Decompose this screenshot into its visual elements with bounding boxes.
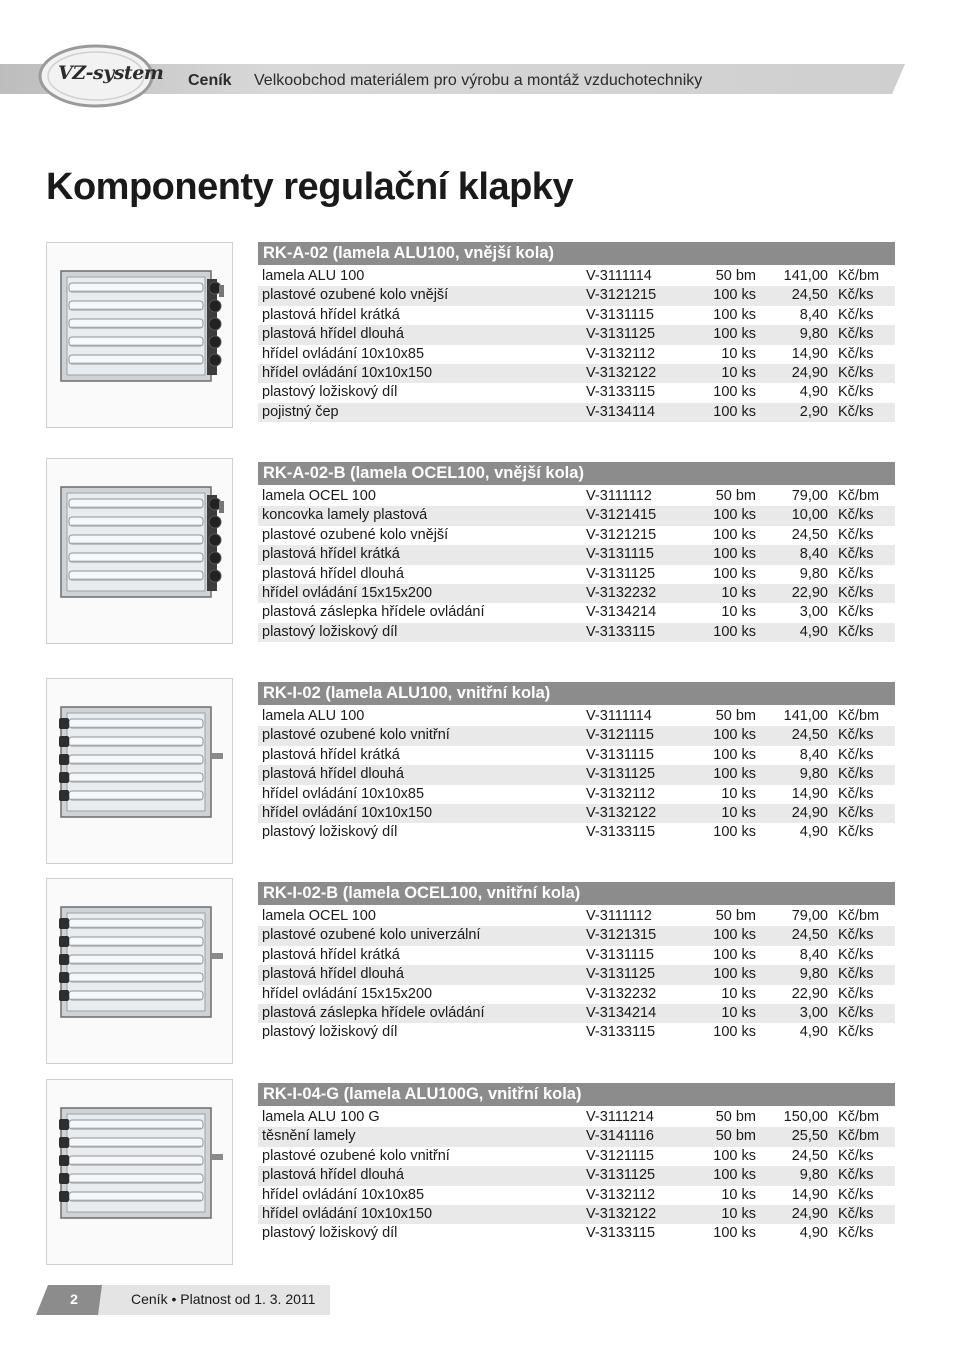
part-price: 24,50 — [791, 287, 828, 304]
part-name: lamela ALU 100 G — [262, 1109, 380, 1125]
damper-photo — [46, 242, 233, 428]
part-unit: Kč/ks — [838, 985, 874, 1002]
part-code: V-3121215 — [586, 526, 657, 543]
table-row — [258, 603, 895, 622]
section-title: RK-A-02-B (lamela OCEL100, vnější kola) — [258, 462, 895, 485]
part-name: lamela OCEL 100 — [262, 488, 376, 504]
part-name: plastová hřídel dlouhá — [262, 1167, 404, 1184]
table-row — [258, 345, 895, 364]
part-price: 150,00 — [783, 1109, 828, 1125]
part-name: hřídel ovládání 10x10x150 — [262, 1205, 433, 1222]
part-code: V-3133115 — [586, 623, 656, 640]
part-quantity: 100 ks — [713, 946, 756, 963]
part-unit: Kč/ks — [838, 403, 874, 420]
part-name: hřídel ovládání 15x15x200 — [262, 584, 433, 601]
table-row — [258, 286, 895, 305]
part-unit: Kč/ks — [838, 623, 874, 640]
table-row — [258, 1186, 895, 1205]
part-unit: Kč/bm — [838, 1128, 880, 1145]
part-quantity: 100 ks — [713, 507, 756, 524]
table-row — [258, 1127, 895, 1146]
part-unit: Kč/ks — [838, 584, 874, 601]
part-unit: Kč/ks — [838, 1147, 874, 1164]
part-name: plastová hřídel krátká — [262, 746, 400, 763]
part-price: 3,00 — [799, 604, 828, 621]
damper-illustration-icon — [47, 459, 232, 643]
part-name: plastová hřídel krátká — [262, 546, 400, 563]
part-quantity: 100 ks — [713, 403, 756, 420]
part-code: V-3133115 — [586, 1225, 656, 1242]
part-unit: Kč/ks — [838, 384, 874, 401]
parts-table — [258, 1108, 895, 1244]
damper-illustration-icon — [47, 1080, 232, 1264]
table-row — [258, 584, 895, 603]
part-unit: Kč/ks — [838, 927, 874, 944]
table-row — [258, 965, 895, 984]
part-code: V-3131115 — [586, 746, 654, 763]
part-quantity: 100 ks — [713, 766, 756, 783]
part-name: plastové ozubené kolo vnější — [262, 287, 449, 304]
part-price: 141,00 — [783, 708, 828, 724]
part-price: 24,50 — [791, 927, 828, 944]
part-quantity: 10 ks — [721, 1205, 756, 1222]
part-name: plastový ložiskový díl — [262, 1225, 398, 1242]
part-name: plastové ozubené kolo vnitřní — [262, 727, 450, 744]
part-code: V-3131125 — [586, 1167, 656, 1184]
part-quantity: 10 ks — [721, 804, 756, 821]
part-unit: Kč/ks — [838, 966, 874, 983]
part-code: V-3132232 — [586, 584, 657, 601]
part-unit: Kč/ks — [838, 804, 874, 821]
part-price: 14,90 — [791, 345, 828, 362]
damper-illustration-icon — [47, 679, 232, 863]
part-code: V-3111114 — [586, 268, 652, 284]
part-name: plastové ozubené kolo vnější — [262, 526, 449, 543]
part-name: hřídel ovládání 15x15x200 — [262, 985, 433, 1002]
part-price: 8,40 — [799, 746, 828, 763]
parts-table — [258, 487, 895, 642]
part-price: 24,50 — [791, 526, 828, 543]
table-row — [258, 926, 895, 945]
part-quantity: 10 ks — [721, 364, 756, 381]
part-price: 9,80 — [799, 1167, 828, 1184]
part-quantity: 10 ks — [721, 1186, 756, 1203]
part-price: 14,90 — [791, 1186, 828, 1203]
part-price: 4,90 — [799, 384, 828, 401]
part-quantity: 50 bm — [715, 908, 756, 924]
part-unit: Kč/ks — [838, 1186, 874, 1203]
header-subtitle: Velkoobchod materiálem pro výrobu a montáž vzduchotechniky — [254, 72, 703, 89]
part-code: V-3131125 — [586, 766, 656, 783]
part-name: plastový ložiskový díl — [262, 1024, 398, 1041]
part-unit: Kč/ks — [838, 546, 874, 563]
table-row — [258, 306, 895, 325]
table-row — [258, 726, 895, 745]
part-unit: Kč/ks — [838, 946, 874, 963]
table-row — [258, 1108, 895, 1127]
table-row — [258, 946, 895, 965]
part-code: V-3111114 — [586, 708, 652, 724]
table-row — [258, 707, 895, 726]
table-row — [258, 907, 895, 926]
part-code: V-3132112 — [586, 1186, 656, 1203]
part-name: plastová záslepka hřídele ovládání — [262, 1004, 485, 1021]
part-code: V-3133115 — [586, 1024, 656, 1041]
part-unit: Kč/ks — [838, 364, 874, 381]
table-row — [258, 1023, 895, 1042]
part-name: pojistný čep — [262, 403, 339, 420]
part-quantity: 100 ks — [713, 1147, 756, 1164]
part-unit: Kč/ks — [838, 785, 874, 802]
part-code: V-3121115 — [586, 1147, 654, 1164]
table-row — [258, 267, 895, 286]
part-code: V-3132122 — [586, 1205, 657, 1222]
part-quantity: 100 ks — [713, 565, 756, 582]
part-price: 4,90 — [799, 1024, 828, 1041]
table-row — [258, 823, 895, 842]
part-price: 10,00 — [791, 507, 828, 524]
part-name: plastová záslepka hřídele ovládání — [262, 604, 485, 621]
part-unit: Kč/ks — [838, 526, 874, 543]
part-name: hřídel ovládání 10x10x85 — [262, 785, 425, 802]
part-unit: Kč/ks — [838, 507, 874, 524]
page-number: 2 — [70, 1291, 78, 1307]
part-code: V-3131125 — [586, 565, 656, 582]
part-code: V-3131115 — [586, 546, 654, 563]
section-title: RK-I-04-G (lamela ALU100G, vnitřní kola) — [258, 1083, 895, 1106]
part-quantity: 100 ks — [713, 306, 756, 323]
part-price: 8,40 — [799, 946, 828, 963]
part-name: plastová hřídel krátká — [262, 306, 400, 323]
part-code: V-3131125 — [586, 966, 656, 983]
header-title: Ceník — [188, 72, 232, 89]
part-quantity: 10 ks — [721, 985, 756, 1002]
part-unit: Kč/bm — [838, 708, 880, 724]
part-name: hřídel ovládání 10x10x150 — [262, 804, 433, 821]
part-unit: Kč/ks — [838, 565, 874, 582]
part-quantity: 100 ks — [713, 746, 756, 763]
part-name: plastová hřídel dlouhá — [262, 326, 404, 343]
part-unit: Kč/bm — [838, 488, 880, 504]
part-code: V-3132112 — [586, 785, 656, 802]
table-row — [258, 765, 895, 784]
part-price: 4,90 — [799, 824, 828, 841]
table-row — [258, 1147, 895, 1166]
part-quantity: 50 bm — [715, 708, 756, 724]
damper-photo — [46, 878, 233, 1064]
part-unit: Kč/ks — [838, 1225, 874, 1242]
table-row — [258, 1166, 895, 1185]
part-unit: Kč/bm — [838, 268, 880, 284]
part-unit: Kč/bm — [838, 1109, 880, 1125]
table-row — [258, 1004, 895, 1023]
part-code: V-3141116 — [586, 1128, 654, 1145]
part-price: 79,00 — [791, 908, 828, 924]
part-name: plastová hřídel dlouhá — [262, 565, 404, 582]
part-name: lamela ALU 100 — [262, 268, 365, 284]
part-code: V-3134114 — [586, 403, 656, 420]
part-unit: Kč/ks — [838, 1024, 874, 1041]
parts-table — [258, 267, 895, 422]
part-code: V-3131115 — [586, 946, 654, 963]
part-code: V-3132122 — [586, 364, 657, 381]
table-row — [258, 785, 895, 804]
table-row — [258, 506, 895, 525]
part-name: plastová hřídel dlouhá — [262, 966, 404, 983]
part-quantity: 50 bm — [715, 1128, 756, 1145]
damper-photo — [46, 458, 233, 644]
table-row — [258, 804, 895, 823]
part-quantity: 10 ks — [721, 1004, 756, 1021]
parts-table — [258, 707, 895, 843]
part-price: 8,40 — [799, 306, 828, 323]
part-price: 2,90 — [799, 403, 828, 420]
part-price: 24,50 — [791, 1147, 828, 1164]
part-unit: Kč/ks — [838, 604, 874, 621]
part-unit: Kč/ks — [838, 824, 874, 841]
part-quantity: 100 ks — [713, 623, 756, 640]
table-row — [258, 623, 895, 642]
table-row — [258, 325, 895, 344]
table-row — [258, 1224, 895, 1243]
table-row — [258, 364, 895, 383]
table-row — [258, 526, 895, 545]
part-code: V-3132122 — [586, 804, 657, 821]
part-quantity: 10 ks — [721, 785, 756, 802]
part-name: plastový ložiskový díl — [262, 623, 398, 640]
part-code: V-3132112 — [586, 345, 656, 362]
part-code: V-3133115 — [586, 824, 656, 841]
part-quantity: 100 ks — [713, 1024, 756, 1041]
part-quantity: 100 ks — [713, 966, 756, 983]
part-name: těsnění lamely — [262, 1128, 356, 1145]
part-unit: Kč/ks — [838, 287, 874, 304]
part-code: V-3121415 — [586, 507, 657, 524]
part-name: plastové ozubené kolo univerzální — [262, 927, 481, 944]
part-unit: Kč/ks — [838, 746, 874, 763]
part-unit: Kč/ks — [838, 306, 874, 323]
part-quantity: 100 ks — [713, 326, 756, 343]
part-code: V-3131115 — [586, 306, 654, 323]
part-price: 24,90 — [791, 364, 828, 381]
page-title: Komponenty regulační klapky — [46, 166, 574, 208]
part-price: 79,00 — [791, 488, 828, 504]
part-code: V-3134214 — [586, 1004, 657, 1021]
part-quantity: 10 ks — [721, 584, 756, 601]
part-code: V-3134214 — [586, 604, 657, 621]
part-price: 141,00 — [783, 268, 828, 284]
part-name: plastová hřídel dlouhá — [262, 766, 404, 783]
table-row — [258, 985, 895, 1004]
parts-table — [258, 907, 895, 1043]
part-quantity: 100 ks — [713, 546, 756, 563]
footer-text: Ceník • Platnost od 1. 3. 2011 — [131, 1291, 316, 1307]
part-quantity: 50 bm — [715, 268, 756, 284]
table-row — [258, 545, 895, 564]
damper-illustration-icon — [47, 879, 232, 1063]
part-price: 9,80 — [799, 326, 828, 343]
logo-text: VZ-system — [58, 62, 164, 84]
part-price: 9,80 — [799, 565, 828, 582]
table-row — [258, 487, 895, 506]
section-title: RK-I-02-B (lamela OCEL100, vnitřní kola) — [258, 882, 895, 905]
part-price: 8,40 — [799, 546, 828, 563]
part-price: 24,90 — [791, 804, 828, 821]
part-unit: Kč/ks — [838, 766, 874, 783]
part-price: 24,90 — [791, 1205, 828, 1222]
part-name: koncovka lamely plastová — [262, 507, 428, 524]
part-code: V-3111112 — [586, 908, 652, 924]
table-row — [258, 565, 895, 584]
part-unit: Kč/ks — [838, 727, 874, 744]
part-quantity: 100 ks — [713, 727, 756, 744]
table-row — [258, 746, 895, 765]
part-name: plastový ložiskový díl — [262, 384, 398, 401]
part-price: 22,90 — [791, 584, 828, 601]
section-title: RK-A-02 (lamela ALU100, vnější kola) — [258, 242, 895, 265]
part-name: hřídel ovládání 10x10x85 — [262, 345, 425, 362]
part-name: plastové ozubené kolo vnitřní — [262, 1147, 450, 1164]
part-price: 9,80 — [799, 966, 828, 983]
part-price: 4,90 — [799, 1225, 828, 1242]
part-quantity: 50 bm — [715, 1109, 756, 1125]
part-price: 4,90 — [799, 623, 828, 640]
part-unit: Kč/ks — [838, 326, 874, 343]
part-name: plastový ložiskový díl — [262, 824, 398, 841]
damper-photo — [46, 678, 233, 864]
part-quantity: 100 ks — [713, 1225, 756, 1242]
part-code: V-3121315 — [586, 927, 657, 944]
part-code: V-3121215 — [586, 287, 657, 304]
part-name: hřídel ovládání 10x10x85 — [262, 1186, 425, 1203]
part-price: 25,50 — [791, 1128, 828, 1145]
part-price: 22,90 — [791, 985, 828, 1002]
part-code: V-3132232 — [586, 985, 657, 1002]
part-code: V-3131125 — [586, 326, 656, 343]
part-code: V-3121115 — [586, 727, 654, 744]
section-title: RK-I-02 (lamela ALU100, vnitřní kola) — [258, 682, 895, 705]
part-quantity: 100 ks — [713, 824, 756, 841]
part-quantity: 10 ks — [721, 604, 756, 621]
part-unit: Kč/ks — [838, 345, 874, 362]
part-price: 24,50 — [791, 727, 828, 744]
part-name: plastová hřídel krátká — [262, 946, 400, 963]
part-unit: Kč/ks — [838, 1004, 874, 1021]
part-name: hřídel ovládání 10x10x150 — [262, 364, 433, 381]
part-code: V-3111112 — [586, 488, 652, 504]
table-row — [258, 403, 895, 422]
part-quantity: 50 bm — [715, 488, 756, 504]
damper-photo — [46, 1079, 233, 1265]
part-price: 9,80 — [799, 766, 828, 783]
part-quantity: 100 ks — [713, 526, 756, 543]
part-price: 14,90 — [791, 785, 828, 802]
part-code: V-3111214 — [586, 1109, 654, 1125]
part-unit: Kč/ks — [838, 1167, 874, 1184]
damper-illustration-icon — [47, 243, 232, 427]
part-unit: Kč/bm — [838, 908, 880, 924]
part-unit: Kč/ks — [838, 1205, 874, 1222]
table-row — [258, 1205, 895, 1224]
part-name: lamela ALU 100 — [262, 708, 365, 724]
part-name: lamela OCEL 100 — [262, 908, 376, 924]
part-quantity: 100 ks — [713, 1167, 756, 1184]
part-code: V-3133115 — [586, 384, 656, 401]
part-quantity: 10 ks — [721, 345, 756, 362]
part-quantity: 100 ks — [713, 384, 756, 401]
part-quantity: 100 ks — [713, 287, 756, 304]
part-price: 3,00 — [799, 1004, 828, 1021]
part-quantity: 100 ks — [713, 927, 756, 944]
table-row — [258, 383, 895, 402]
